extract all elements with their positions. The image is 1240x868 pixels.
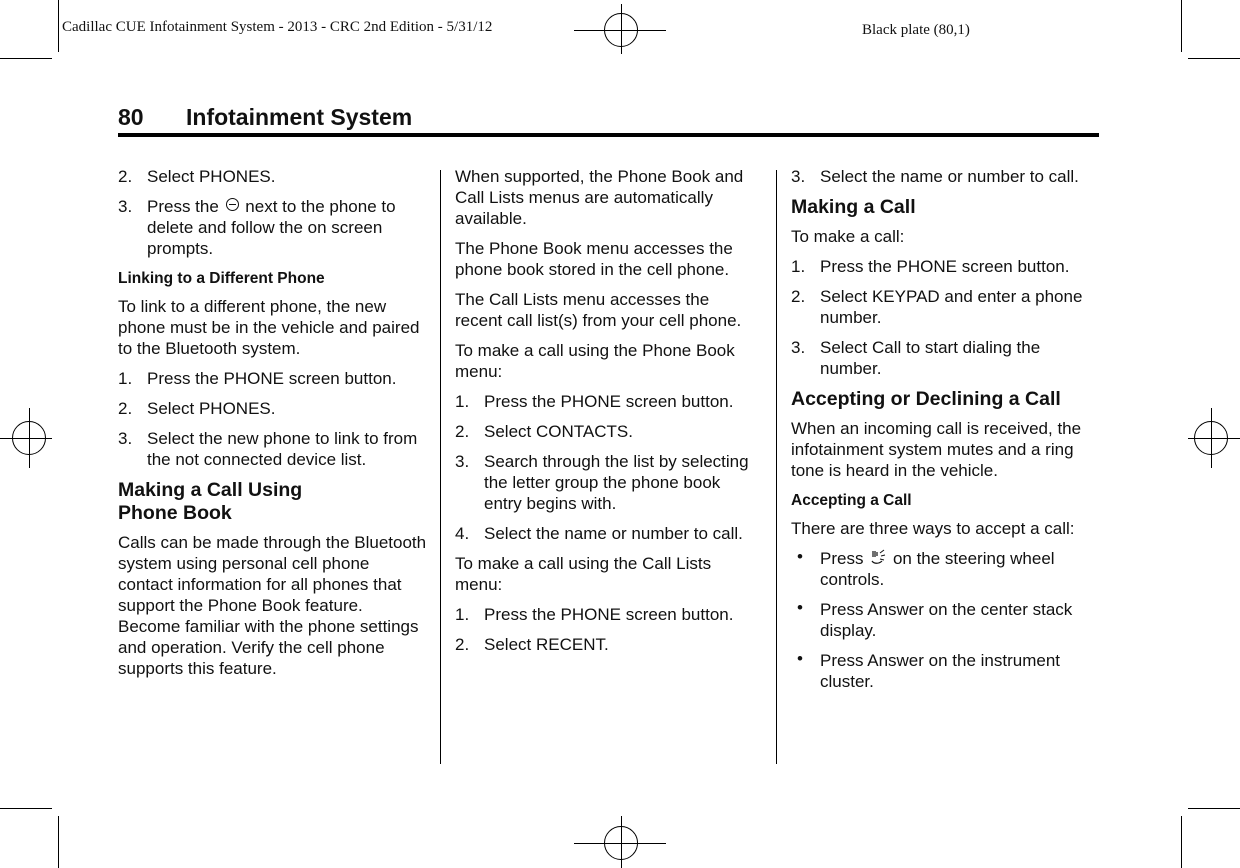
header-rule xyxy=(118,133,1099,137)
paragraph: To link to a different phone, the new phone must be in the vehicle and paired to the Bluetooth system. xyxy=(118,297,420,358)
list-item: 1. Press the PHONE screen button. xyxy=(455,605,734,624)
crop-mark-bottom-left-h xyxy=(0,808,52,809)
paragraph: To make a call using the Phone Book menu: xyxy=(455,341,735,381)
crop-mark-top-right-h xyxy=(1188,58,1240,59)
list-item: 2. Select RECENT. xyxy=(455,635,609,654)
heading-making-a-call: Making a Call xyxy=(791,196,916,218)
column-divider-2 xyxy=(776,170,777,764)
registration-mark-bottom-h xyxy=(574,843,666,844)
subheading-linking: Linking to a Different Phone xyxy=(118,270,325,287)
crop-mark-bottom-left-v xyxy=(58,816,59,868)
list-item: 2. Select PHONES. xyxy=(118,399,276,418)
page-header xyxy=(118,104,1098,131)
column-3 xyxy=(791,166,1096,701)
registration-mark-right-v xyxy=(1211,408,1212,468)
column-1 xyxy=(118,166,428,688)
heading-phone-book: Making a Call Using Phone Book xyxy=(118,479,303,524)
paragraph: To make a call using the Call Lists menu: xyxy=(455,554,712,594)
list-item: 2. Select CONTACTS. xyxy=(455,422,633,441)
list-item: 1. Press the PHONE screen button. xyxy=(118,369,397,388)
paragraph: The Call Lists menu accesses the recent call list(s) from your cell phone. xyxy=(455,290,742,330)
registration-mark-left-v xyxy=(29,408,30,468)
crop-mark-top-right-v xyxy=(1181,0,1182,52)
print-slug: Cadillac CUE Infotainment System - 2013 - CRC 2nd Edition - 5/31/12 xyxy=(62,19,493,35)
list-item: 3. Press the next to the phone to delete and follow the on screen prompts. xyxy=(118,197,396,258)
list-item: 3. Select the new phone to link to from the not connected device list. xyxy=(118,429,418,469)
list-item: 2. Select KEYPAD and enter a phone number. xyxy=(791,287,1083,327)
page-number: 80 xyxy=(118,104,144,130)
paragraph: When an incoming call is received, the infotainment system mutes and a ring tone is heard in the vehicle. xyxy=(791,419,1082,480)
plate-label: Black plate (80,1) xyxy=(862,22,970,38)
registration-mark-left-h xyxy=(0,438,52,439)
subheading-accepting: Accepting a Call xyxy=(791,492,912,509)
bullet-item: • Press on the steering wheel controls. xyxy=(797,547,1055,589)
registration-mark-right-h xyxy=(1188,438,1240,439)
registration-mark-top-v xyxy=(621,4,622,54)
crop-mark-top-left-v xyxy=(58,0,59,52)
column-2 xyxy=(455,166,755,664)
paragraph: Calls can be made through the Bluetooth system using personal cell phone contact information for all phones that support the Phone Book feature. Become familiar with the phone settings and operation. Verify the cell phone supports this feature. xyxy=(118,533,427,678)
crop-mark-bottom-right-v xyxy=(1181,816,1182,868)
list-item: 3. Search through the list by selecting the letter group the phone book entry begins with. xyxy=(455,452,749,513)
paragraph: There are three ways to accept a call: xyxy=(791,519,1075,538)
bullet-item: • Press Answer on the center stack display. xyxy=(797,598,1073,640)
registration-mark-bottom-v xyxy=(621,816,622,868)
list-item: 1. Press the PHONE screen button. xyxy=(791,257,1070,276)
bullet-item: • Press Answer on the instrument cluster. xyxy=(797,649,1061,691)
paragraph: The Phone Book menu accesses the phone book stored in the cell phone. xyxy=(455,239,733,279)
list-item: 3. Select the name or number to call. xyxy=(791,167,1079,186)
paragraph: To make a call: xyxy=(791,227,905,246)
crop-mark-bottom-right-h xyxy=(1188,808,1240,809)
list-item: 4. Select the name or number to call. xyxy=(455,524,743,543)
list-item: 2. Select PHONES. xyxy=(118,167,276,186)
section-title: Infotainment System xyxy=(186,104,413,130)
registration-mark-top-h xyxy=(574,30,666,31)
phone-voice-icon xyxy=(870,549,886,566)
column-divider-1 xyxy=(440,170,441,764)
list-item: 1. Press the PHONE screen button. xyxy=(455,392,734,411)
crop-mark-top-left-h xyxy=(0,58,52,59)
heading-accepting-declining: Accepting or Declining a Call xyxy=(791,388,1061,410)
list-item: 3. Select Call to start dialing the number. xyxy=(791,338,1041,378)
minus-circle-icon xyxy=(226,198,239,211)
paragraph: When supported, the Phone Book and Call Lists menus are automatically available. xyxy=(455,167,744,228)
